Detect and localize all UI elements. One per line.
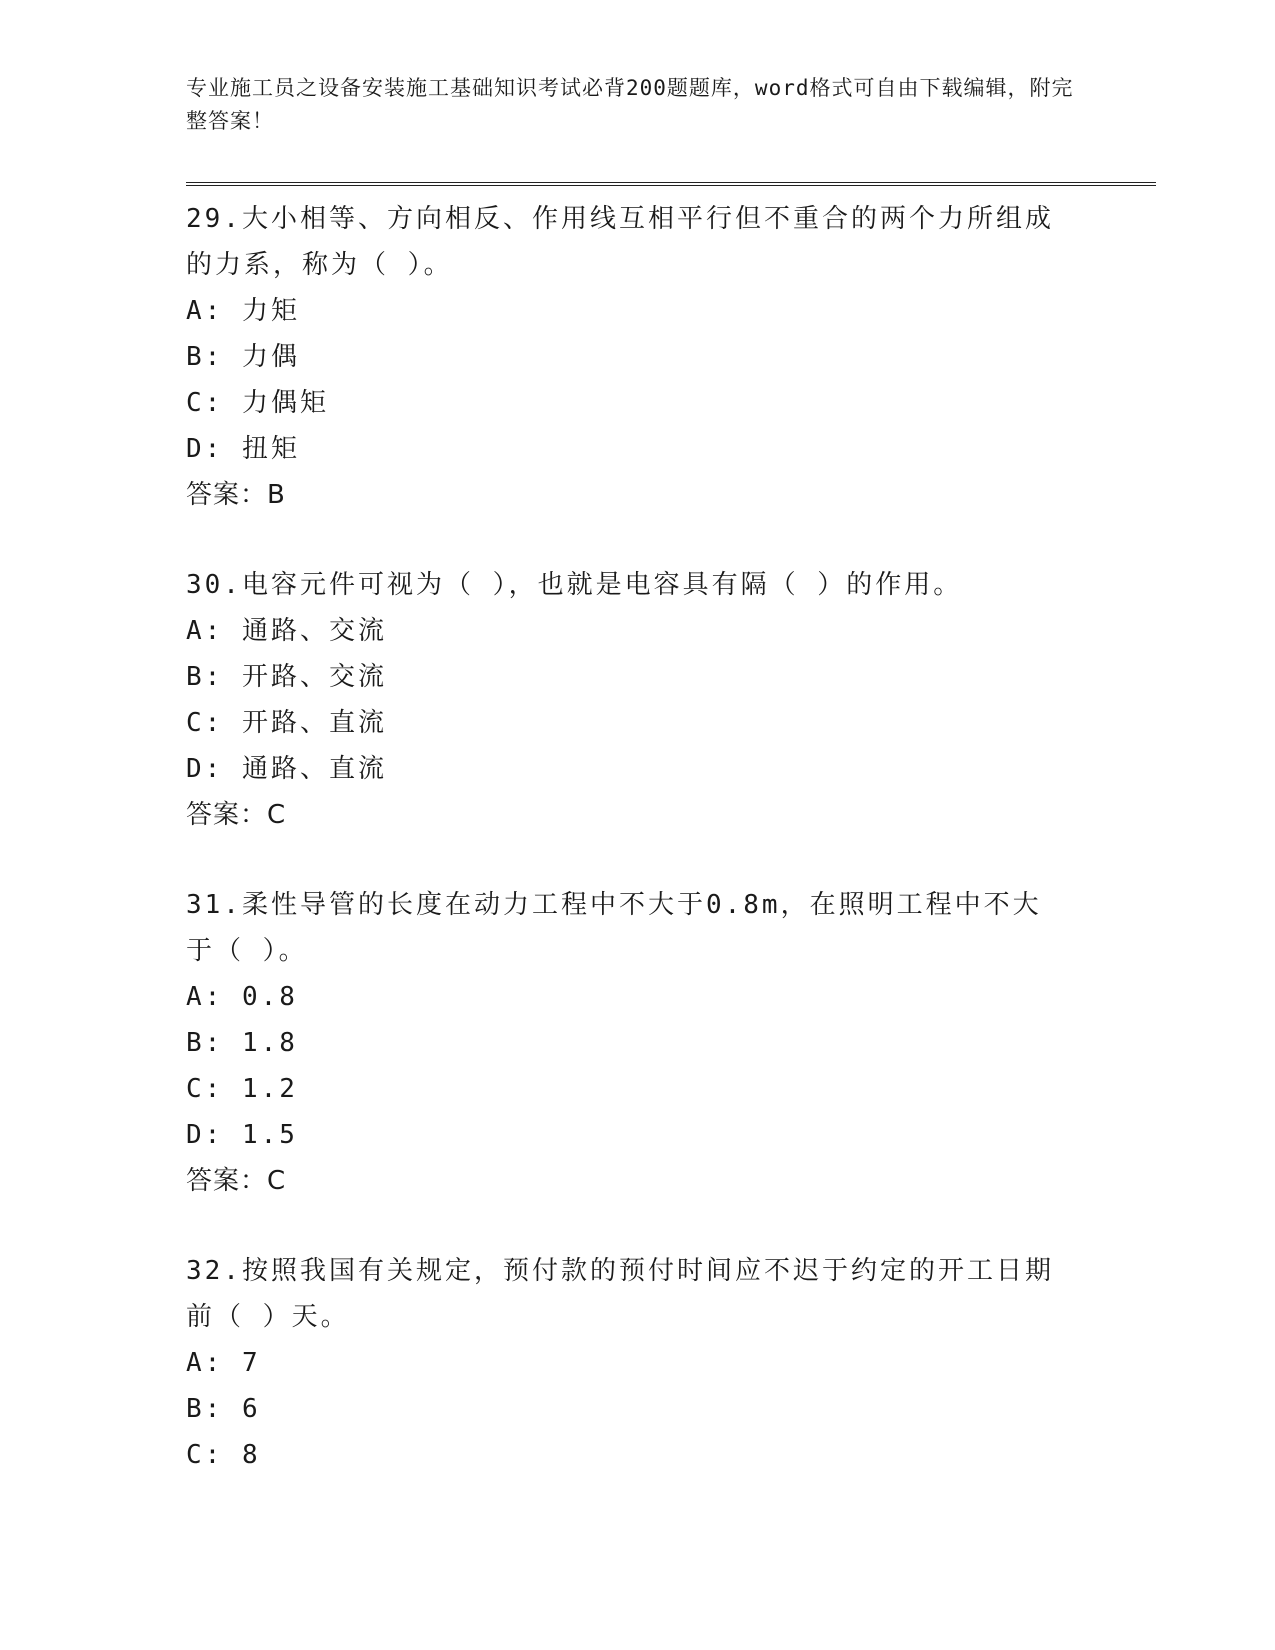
answer: 答案：C [186,1166,287,1196]
option-c: C: 8 [186,1440,261,1470]
option-b: B: 开路、交流 [186,662,387,692]
option-d: D: 扭矩 [186,434,300,464]
option-b: B: 1.8 [186,1028,298,1058]
question-31 [186,882,1156,1204]
answer: 答案：B [186,480,286,510]
document-page [186,72,1156,1522]
header-divider [186,182,1156,186]
answer: 答案：C [186,800,287,830]
option-a: A: 通路、交流 [186,616,387,646]
question-30 [186,562,1156,838]
question-list [186,196,1156,1478]
option-b: B: 6 [186,1394,261,1424]
question-32 [186,1248,1156,1478]
question-text: 32.按照我国有关规定，预付款的预付时间应不迟于约定的开工日期前（ ）天。 [186,1256,1054,1332]
question-29 [186,196,1156,518]
question-text: 30.电容元件可视为（ ），也就是电容具有隔（ ）的作用。 [186,570,963,600]
option-c: C: 1.2 [186,1074,298,1104]
option-a: A: 7 [186,1348,261,1378]
option-c: C: 开路、直流 [186,708,387,738]
option-d: D: 1.5 [186,1120,298,1150]
question-text: 31.柔性导管的长度在动力工程中不大于0.8m，在照明工程中不大于（ ）。 [186,890,1042,966]
document-header: 专业施工员之设备安装施工基础知识考试必背200题题库，word格式可自由下载编辑，附完整答案！ [186,76,1074,133]
option-a: A: 力矩 [186,296,300,326]
option-a: A: 0.8 [186,982,298,1012]
question-text: 29.大小相等、方向相反、作用线互相平行但不重合的两个力所组成的力系，称为（ ）。 [186,204,1054,280]
option-d: D: 通路、直流 [186,754,387,784]
option-b: B: 力偶 [186,342,300,372]
option-c: C: 力偶矩 [186,388,329,418]
